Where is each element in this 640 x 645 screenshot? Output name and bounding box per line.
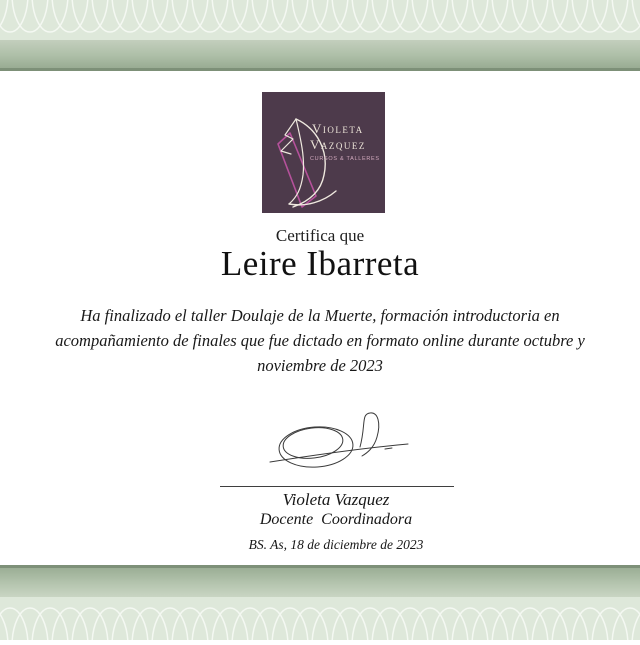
brand-name-line1: Violeta <box>312 121 364 136</box>
frame-pattern-top <box>0 0 640 40</box>
frame-band-bottom <box>0 565 640 597</box>
certificate-body-text: Ha finalizado el taller Doulaje de la Muerte, formación introductoria en acompañamiento de finales que fue dictado en formato online durante octubre y noviembre de 2023 <box>55 306 585 375</box>
signer-name: Violeta Vazquez <box>282 490 390 509</box>
signature-scribble <box>238 410 438 488</box>
frame-pattern-bottom <box>0 597 640 640</box>
brand-tagline: CURSOS & TALLERES <box>310 156 380 162</box>
place-and-date: BS. As, 18 de diciembre de 2023 <box>248 537 424 552</box>
frame-band-top <box>0 40 640 71</box>
recipient-name: Leire Ibarreta <box>220 244 420 283</box>
signer-role: Docente Coordinadora <box>259 511 413 528</box>
brand-logo <box>262 92 385 213</box>
certifies-label: Certifica que <box>275 226 365 245</box>
signature-line <box>220 486 454 487</box>
brand-name-line2: Vazquez <box>310 137 366 152</box>
